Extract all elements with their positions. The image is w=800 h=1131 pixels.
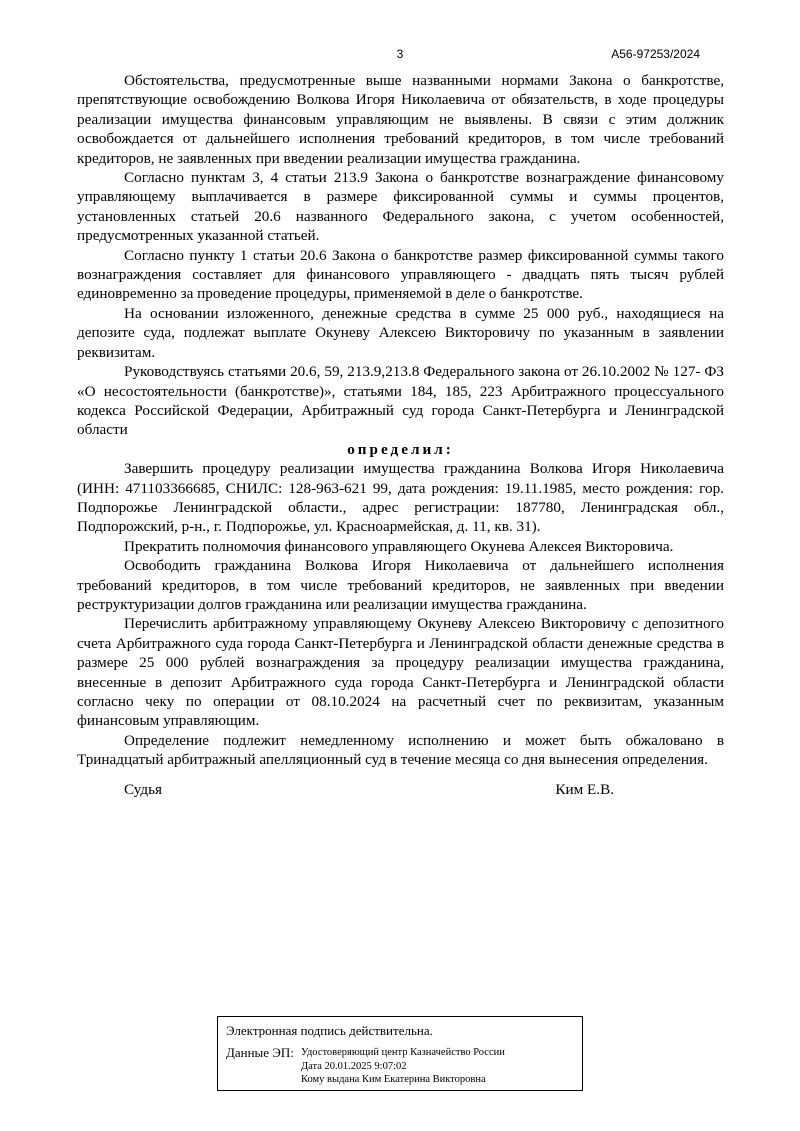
decision-item: Определение подлежит немедленному исполнению и может быть обжаловано в Тринадцатый арбитражный апелляционный суд в течение месяца со дня вынесения определения. bbox=[77, 731, 724, 769]
decision-heading: определил: bbox=[347, 440, 454, 458]
esign-status: Электронная подпись действительна. bbox=[226, 1023, 433, 1038]
case-number: А56-97253/2024 bbox=[611, 47, 700, 61]
paragraph: На основании изложенного, денежные средства в сумме 25 000 руб., находящиеся на депозите суда, подлежат выплате Окуневу Алексею Викторовичу по указанным в заявлении реквизитам. bbox=[77, 304, 724, 361]
decision-item: Завершить процедуру реализации имущества гражданина Волкова Игоря Николаевича (ИНН: 471103366685, СНИЛС: 128-963-621 99, дата рождения: 19.11.1985, место рождения: гор. Подпорожье Ленинградской области., адрес регистрации: 187780, Ленинградская обл., Подпорожский, р-н., г. Подпорожье, ул. Красноармейская, д. 11, кв. 31). bbox=[77, 460, 724, 536]
page-number: 3 bbox=[396, 47, 404, 61]
esign-issuer: Удостоверяющий центр Казначейство России bbox=[301, 1047, 505, 1058]
esign-details bbox=[301, 1046, 505, 1087]
decision-item: Прекратить полномочия финансового управляющего Окунева Алексея Викторовича. bbox=[124, 537, 674, 555]
paragraph: Согласно пунктам 3, 4 статьи 213.9 Закона о банкротстве вознаграждение финансовому управляющему выплачивается в размере фиксированной суммы и суммы процентов, установленных статьей 20.6 названного Федерального закона, с учетом особенностей, предусмотренных указанной статьей. bbox=[77, 169, 724, 245]
paragraph: Согласно пункту 1 статьи 20.6 Закона о банкротстве размер фиксированной суммы такого вознаграждения составляет для финансового управляющего - двадцать пять тысяч рублей единовременно за проведение процедуры, применяемой в деле о банкротстве. bbox=[77, 246, 724, 303]
paragraph: Руководствуясь статьями 20.6, 59, 213.9,213.8 Федерального закона от 26.10.2002 № 127- ФЗ «О несостоятельности (банкротстве)», статьями 184, 185, 223 Арбитражного процессуального кодекса Российской Федерации, Арбитражный суд города Санкт-Петербурга и Ленинградской области bbox=[77, 363, 724, 439]
paragraph: Обстоятельства, предусмотренные выше названными нормами Закона о банкротстве, препятствующие освобождению Волкова Игоря Николаевича от обязательств, в ходе процедуры реализации имущества финансовым управляющим не выявлены. В связи с этим должник освобождается от дальнейшего исполнения требований кредиторов, в том числе требований кредиторов, не заявленных при введении реализации имущества гражданина. bbox=[77, 72, 724, 167]
electronic-signature-box bbox=[217, 1016, 583, 1091]
esign-label: Данные ЭП: bbox=[226, 1045, 294, 1060]
document-body bbox=[77, 71, 724, 770]
decision-item: Освободить гражданина Волкова Игоря Николаевича от дальнейшего исполнения требований кредиторов, в том числе требований кредиторов, не заявленных при введении реструктуризации долгов гражданина или реализации имущества гражданина. bbox=[77, 557, 724, 613]
judge-title: Судья bbox=[124, 781, 163, 798]
decision-item: Перечислить арбитражному управляющему Окуневу Алексею Викторовичу с депозитного счета Арбитражного суда города Санкт-Петербурга и Ленинградской области денежные средства в размере 25 000 рублей вознаграждения за процедуру реализации имущества гражданина, внесенные в депозит Арбитражного суда города Санкт-Петербурга и Ленинградской области согласно чеку по операции от 08.10.2024 на расчетный счет по реквизитам, указанным финансовым управляющим. bbox=[77, 615, 724, 730]
esign-date: Дата 20.01.2025 9:07:02 bbox=[301, 1060, 407, 1072]
judge-name: Ким Е.В. bbox=[555, 781, 614, 798]
esign-issued-to: Кому выдана Ким Екатерина Викторовна bbox=[301, 1074, 486, 1085]
